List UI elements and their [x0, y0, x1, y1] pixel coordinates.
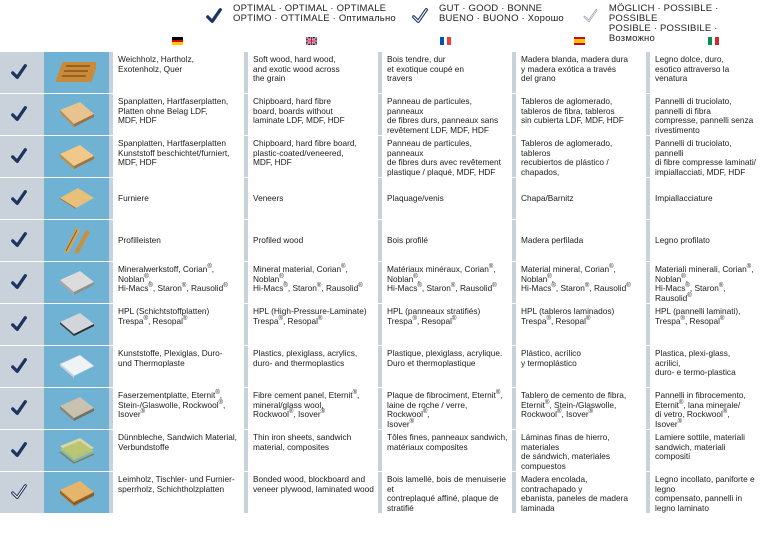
material-text-fr: Bois tendre, dur et exotique coupé en travers — [382, 52, 512, 93]
material-image-cell — [44, 346, 109, 387]
material-text-fr: Bois lamellé, bois de menuiserie et contreplaqué affiné, plaque de stratifié — [382, 472, 512, 513]
legend-good-line1: GUT · GOOD · BONNE — [439, 3, 543, 14]
check-bold-icon — [10, 189, 28, 207]
material-text-en: Mineral material, Corian®, Noblan®, Hi-Macs®, Staron®, Rausolid® — [248, 262, 378, 303]
material-text-it: Materiali minerali, Corian®, Noblan®, Hi-Macs®, Staron®, Rausolid® — [650, 262, 760, 303]
rating-cell — [0, 304, 38, 345]
material-text-es: Chapa/Barnitz — [516, 178, 646, 219]
check-bold-icon — [10, 273, 28, 291]
material-text-es: Plástico, acrílico y termoplástico — [516, 346, 646, 387]
material-text-en: Bonded wood, blockboard and veneer plywood, laminated wood — [248, 472, 378, 513]
material-text-es: Madera blanda, madera dura y madera exótica a través del grano — [516, 52, 646, 93]
material-text-it: Plastica, plexi-glass, acrilici, duro- e termo-plastica — [650, 346, 760, 387]
material-image-cell — [44, 304, 109, 345]
material-text-it: Legno dolce, duro, esotico attraverso la venatura — [650, 52, 760, 93]
check-bold-icon — [10, 357, 28, 375]
flag-uk-icon — [306, 37, 317, 45]
material-text-es: HPL (tableros laminados) Trespa®, Resopal® — [516, 304, 646, 345]
material-text-fr: Tôles fines, panneaux sandwich, matériaux composites — [382, 430, 512, 471]
material-text-de: Spanplatten, Hartfaserplatten Kunststoff beschichtet/furniert, MDF, HDF — [113, 136, 244, 177]
check-bold-icon — [10, 399, 28, 417]
legend-good-line2: BUENO · BUONO · Хорошо — [439, 13, 564, 24]
material-image-cell — [44, 430, 109, 471]
flag-it-icon — [708, 37, 719, 45]
material-text-es: Tablero de cemento de fibra, Eternit®, Stein-/Glaswolle, Rockwool®, Isover® — [516, 388, 646, 429]
material-text-it: Legno profilato — [650, 220, 760, 261]
table-row — [0, 136, 760, 177]
table-row — [0, 304, 760, 345]
material-text-de: Furniere — [113, 178, 244, 219]
rating-cell — [0, 52, 38, 93]
material-text-es: Láminas finas de hierro, materiales de sándwich, materiales compuestos — [516, 430, 646, 471]
rating-cell — [0, 430, 38, 471]
legend-optimal-line2: OPTIMO · OTTIMALE · Оптимально — [233, 13, 396, 24]
chipboard-icon — [56, 100, 96, 128]
material-text-de: Weichholz, Hartholz, Exotenholz, Quer — [113, 52, 244, 93]
table-row — [0, 262, 760, 303]
material-text-en: Thin iron sheets, sandwich material, composites — [248, 430, 378, 471]
softwood-icon — [56, 58, 96, 86]
legend-possible-line2: POSIBLE · POSSIBILE · Возможно — [608, 23, 718, 44]
check-bold-icon — [10, 441, 28, 459]
fibre-cement-icon — [56, 394, 96, 422]
hpl-laminate-icon — [56, 310, 96, 338]
check-bold-icon — [10, 147, 28, 165]
material-image-cell — [44, 220, 109, 261]
material-text-en: Fibre cement panel, Eternit®, mineral/glass wool, Rockwool®, Isover® — [248, 388, 378, 429]
material-text-de: Kunststoffe, Plexiglas, Duro- und Thermoplaste — [113, 346, 244, 387]
table-row — [0, 178, 760, 219]
material-text-es: Tableros de aglomerado, tableros de fibra, tableros sin cubierta LDF, MDF, HDF — [516, 94, 646, 135]
material-text-fr: Bois profilé — [382, 220, 512, 261]
material-text-it: HPL (pannelli laminati), Trespa®, Resopal® — [650, 304, 760, 345]
check-bold-icon — [10, 315, 28, 333]
material-text-es: Madera perfilada — [516, 220, 646, 261]
material-text-it: Pannelli in fibrocemento, Eternit®, lana minerale/ di vetro, Rockwool®, Isover® — [650, 388, 760, 429]
material-text-fr: Panneau de particules, panneaux de fibres durs avec revêtement plastique / plaqué, MDF, HDF — [382, 136, 512, 177]
material-text-en: Chipboard, hard fibre board, plastic-coated/veneered, MDF, HDF — [248, 136, 378, 177]
material-text-en: HPL (High-Pressure-Laminate) Trespa®, Resopal® — [248, 304, 378, 345]
table-row — [0, 52, 760, 93]
mineral-material-icon — [56, 268, 96, 296]
flag-de-icon — [172, 37, 183, 45]
material-text-es: Material mineral, Corian®, Noblan®, Hi-Macs®, Staron®, Rausolid® — [516, 262, 646, 303]
material-image-cell — [44, 472, 109, 513]
material-text-de: Spanplatten, Hartfaserplatten, Platten ohne Belag LDF, MDF, HDF — [113, 94, 244, 135]
rating-cell — [0, 262, 38, 303]
check-bold-icon — [10, 105, 28, 123]
material-text-es: Madera encolada, contrachapado y ebanista, paneles de madera laminada — [516, 472, 646, 513]
check-outline-icon — [411, 6, 429, 26]
material-text-it: Pannelli di truciolato, pannelli di fibre compresse laminati/ impiallacciati, MDF, HDF — [650, 136, 760, 177]
table-row — [0, 472, 760, 513]
plastics-icon — [56, 352, 96, 380]
material-text-fr: Matériaux minéraux, Corian®, Noblan®, Hi-Macs®, Staron®, Rausolid® — [382, 262, 512, 303]
legend-possible-line1: MÖGLICH · POSSIBLE · POSSIBLE — [608, 3, 719, 24]
material-text-de: Profilleisten — [113, 220, 244, 261]
material-text-fr: HPL (panneaux stratifiés) Trespa®, Resopal® — [382, 304, 512, 345]
rating-cell — [0, 94, 38, 135]
plywood-icon — [56, 478, 96, 506]
material-text-en: Chipboard, hard fibre board, boards without laminate LDF, MDF, HDF — [248, 94, 378, 135]
rating-cell — [0, 220, 38, 261]
check-outline-icon — [10, 483, 28, 501]
legend-optimal — [205, 4, 396, 26]
material-image-cell — [44, 388, 109, 429]
material-text-fr: Plaquage/venis — [382, 178, 512, 219]
material-text-it: Lamiere sottile, materiali sandwich, materiali compositi — [650, 430, 760, 471]
material-text-es: Tableros de aglomerado, tableros recubiertos de plástico / chapados, — [516, 136, 646, 177]
material-image-cell — [44, 136, 109, 177]
material-text-it: Legno incollato, paniforte e legno compensato, pannelli in legno laminato — [650, 472, 760, 513]
material-text-en: Profiled wood — [248, 220, 378, 261]
material-text-de: Leimholz, Tischler- und Furnier- sperrholz, Schichtholzplatten — [113, 472, 244, 513]
check-bold-icon — [205, 6, 223, 26]
profiled-wood-icon — [56, 226, 96, 254]
material-text-en: Plastics, plexiglass, acrylics, duro- and thermoplastics — [248, 346, 378, 387]
rating-cell — [0, 346, 38, 387]
material-text-en: Veneers — [248, 178, 378, 219]
material-text-fr: Plastique, plexiglass, acrylique. Duro et thermoplastique — [382, 346, 512, 387]
material-text-en: Soft wood, hard wood, and exotic wood across the grain — [248, 52, 378, 93]
sandwich-panel-icon — [56, 436, 96, 464]
legend-optimal-line1: OPTIMAL · OPTIMAL · OPTIMALE — [233, 3, 387, 14]
table-row — [0, 388, 760, 429]
veneer-icon — [56, 184, 96, 212]
table-row — [0, 346, 760, 387]
rating-cell — [0, 136, 38, 177]
material-image-cell — [44, 178, 109, 219]
material-text-it: Pannelli di truciolato, pannelli di fibra compresse, pannelli senza rivestimento — [650, 94, 760, 135]
rating-cell — [0, 178, 38, 219]
rating-cell — [0, 388, 38, 429]
material-image-cell — [44, 94, 109, 135]
flag-es-icon — [574, 37, 585, 45]
material-text-de: HPL (Schichtstoffplatten) Trespa®, Resopal® — [113, 304, 244, 345]
table-row — [0, 94, 760, 135]
material-text-de: Mineralwerkstoff, Corian®, Noblan®, Hi-Macs®, Staron®, Rausolid® — [113, 262, 244, 303]
coated-board-icon — [56, 142, 96, 170]
flag-fr-icon — [440, 37, 451, 45]
material-image-cell — [44, 52, 109, 93]
table-row — [0, 220, 760, 261]
legend — [0, 0, 760, 52]
legend-possible — [582, 4, 760, 44]
material-text-de: Faserzementplatte, Eternit®, Stein-/Glaswolle, Rockwool®, Isover® — [113, 388, 244, 429]
legend-good — [411, 4, 564, 26]
check-light-icon — [582, 6, 599, 26]
material-text-fr: Plaque de fibrociment, Eternit®, laine de roche / verre, Rockwool®, Isover® — [382, 388, 512, 429]
material-text-fr: Panneau de particules, panneaux de fibres durs, panneaux sans revêtement LDF, MDF, HDF — [382, 94, 512, 135]
material-text-it: Impiallacciature — [650, 178, 760, 219]
check-bold-icon — [10, 63, 28, 81]
check-bold-icon — [10, 231, 28, 249]
rating-cell — [0, 472, 38, 513]
material-image-cell — [44, 262, 109, 303]
table-row — [0, 430, 760, 471]
material-text-de: Dünnbleche, Sandwich Material, Verbundstoffe — [113, 430, 244, 471]
